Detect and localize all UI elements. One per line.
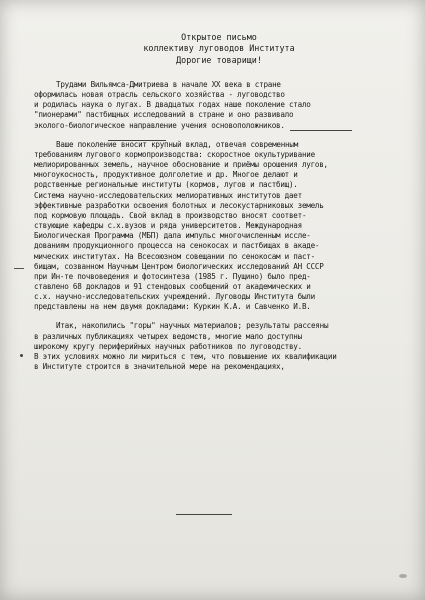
text-line: мических институтах. На Всесоюзном совещании по сенокосам и паст- xyxy=(34,251,315,261)
text-line: под кормовую площадь. Свой вклад в производство вносят соответ- xyxy=(34,210,307,220)
text-line: Биологическая Программа (МБП) дала импульс многочисленным иссле- xyxy=(34,231,311,241)
margin-dot-mark xyxy=(20,354,23,357)
text-line: бищам, созванном Научным Центром биологических исследований АН СССР xyxy=(34,261,324,271)
text-line: родственные региональные институты (кормов, лугов и пастбищ). xyxy=(34,180,298,190)
text-line: оформилась новая отрасль сельского хозяйства - луговодство xyxy=(34,90,285,100)
text-line: требованиям лугового кормопроизводства: скоростное окультуривание xyxy=(34,149,315,159)
text-line: дованиям продукционного процесса на сенокосах и пастбищах в акаде- xyxy=(34,241,320,251)
text-line: В этих условиях можно ли мириться с тем, что повышение их квалификации xyxy=(34,351,337,361)
text-line: в Институте строится в значительной мере на рекомендациях, xyxy=(34,362,285,372)
text-line: Ваше поколение вносит крупный вклад, отвечая современным xyxy=(56,139,299,149)
text-line: ствующие кафедры с.х.вузов и ряда университетов. Международная xyxy=(34,221,302,231)
text-line: эффективные разработки освоения болотных и лесокустарниковых земель xyxy=(34,200,324,210)
text-line: в различных публикациях четырех ведомств, многие мало доступны xyxy=(34,331,302,341)
text-line: мелиорированных земель, научное обоснование и приёмы орошения лугов, xyxy=(34,160,328,170)
text-line: и родилась наука о лугах. В двадцатых годах наше поколение стало xyxy=(34,100,311,110)
text-line: многоукосность, продуктивное долголетие и др. Многое делают и xyxy=(34,170,298,180)
paragraph-3 xyxy=(34,321,394,372)
text-line: ставлено 68 докладов и 91 стендовых сообщений от академических и xyxy=(34,281,311,291)
letter-heading xyxy=(44,32,394,66)
paper-stain xyxy=(399,574,407,578)
text-line: представлены на нем двумя докладами: Куркин К.А. и Савченко И.В. xyxy=(34,302,311,312)
letter-addressee: коллективу луговодов Института xyxy=(143,43,295,53)
text-line: с.х. научно-исследовательских учреждений. Луговоды Института были xyxy=(34,292,315,302)
text-line: "пионерами" пастбищных исследований в стране и оно развивало xyxy=(34,110,294,120)
paragraph-1 xyxy=(34,80,394,131)
text-line: при Ин-те почвоведения и фотосинтеза (1985 г. Пущино) было пред- xyxy=(34,271,311,281)
underline-mark xyxy=(290,130,352,131)
text-line: Трудами Вильямса-Дмитриева в начале XX века в стране xyxy=(56,80,281,89)
letter-greeting: Дорогие товарищи! xyxy=(176,55,262,65)
text-line: Итак, накопились "горы" научных материалов; результаты рассеяны xyxy=(56,321,329,331)
paragraph-2 xyxy=(34,140,394,313)
letter-body xyxy=(34,32,394,381)
text-line: широкому кругу периферийных научных работников по луговодству. xyxy=(34,341,302,351)
text-line: Система научно-исследовательских мелиоративных институтов дает xyxy=(34,190,302,200)
margin-dash-mark xyxy=(14,268,24,269)
underline-mark xyxy=(176,514,232,515)
letter-title: Открытое письмо xyxy=(181,32,257,42)
text-line: эколого-биологическое направление учения основоположников. xyxy=(34,120,285,130)
underline-mark xyxy=(108,140,166,141)
